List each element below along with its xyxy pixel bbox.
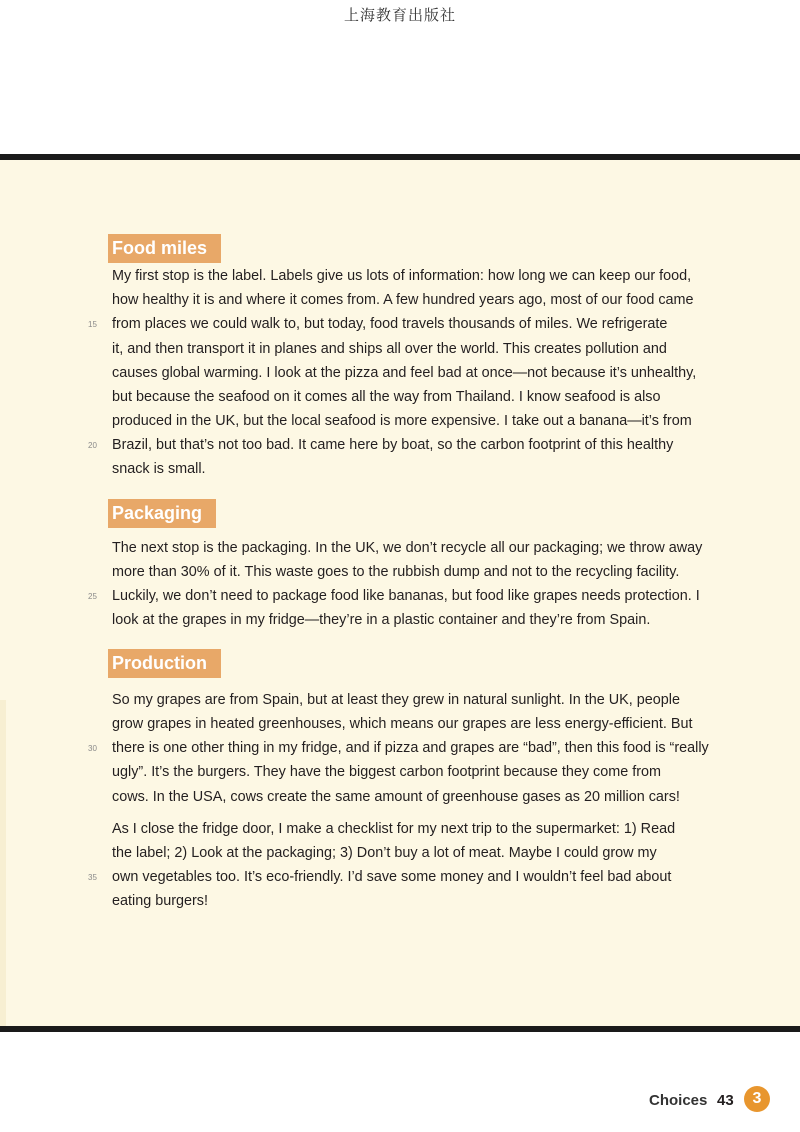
text-line: there is one other thing in my fridge, and if pizza and grapes are “bad”, then this food is “really [112, 740, 709, 756]
text-line: Brazil, but that’s not too bad. It came here by boat, so the carbon footprint of this healthy [112, 437, 674, 453]
text-line: eating burgers! [112, 893, 208, 909]
text-line: but because the seafood on it comes all the way from Thailand. I know seafood is also [112, 389, 661, 405]
line-number: 30 [88, 744, 97, 753]
publisher-name: 上海教育出版社 [343, 6, 456, 24]
text-line: The next stop is the packaging. In the UK, we don’t recycle all our packaging; we throw away [112, 540, 703, 556]
section-heading-packaging: Packaging [108, 499, 216, 528]
text-line: more than 30% of it. This waste goes to the rubbish dump and not to the recycling facility. [112, 564, 680, 580]
text-line: cows. In the USA, cows create the same amount of greenhouse gases as 20 million cars! [112, 789, 680, 805]
text-line: own vegetables too. It’s eco-friendly. I’d save some money and I wouldn’t feel bad about [112, 869, 672, 885]
text-line: how healthy it is and where it comes from. A few hundred years ago, most of our food came [112, 292, 694, 308]
text-line: snack is small. [112, 461, 206, 477]
line-number: 15 [88, 320, 97, 329]
text-line: look at the grapes in my fridge—they’re in a plastic container and they’re from Spain. [112, 612, 651, 628]
text-line: produced in the UK, but the local seafood is more expensive. I take out a banana—it’s from [112, 413, 692, 429]
text-line: So my grapes are from Spain, but at least they grew in natural sunlight. In the UK, people [112, 692, 680, 708]
section-heading-production: Production [108, 649, 221, 678]
text-line: it, and then transport it in planes and ships all over the world. This creates pollution and [112, 341, 667, 357]
footer-unit-title: Choices [649, 1092, 708, 1109]
panel-edge-shade [0, 700, 6, 1026]
text-line: from places we could walk to, but today, food travels thousands of miles. We refrigerate [112, 316, 668, 332]
bottom-divider-band [0, 1026, 800, 1032]
text-line: ugly”. It’s the burgers. They have the biggest carbon footprint because they come from [112, 764, 662, 780]
chapter-number-badge: 3 [744, 1086, 770, 1112]
text-line: causes global warming. I look at the pizza and feel bad at once—not because it’s unhealthy, [112, 365, 697, 381]
line-number: 20 [88, 441, 97, 450]
text-line: the label; 2) Look at the packaging; 3) Don’t buy a lot of meat. Maybe I could grow my [112, 845, 657, 861]
text-line: My first stop is the label. Labels give us lots of information: how long we can keep our food, [112, 268, 692, 284]
line-number: 25 [88, 592, 97, 601]
text-line: grow grapes in heated greenhouses, which means our grapes are less energy-efficient. But [112, 716, 693, 732]
section-heading-food-miles: Food miles [108, 234, 221, 263]
text-line: As I close the fridge door, I make a checklist for my next trip to the supermarket: 1) Read [112, 821, 676, 837]
line-number: 35 [88, 873, 97, 882]
page-number: 43 [717, 1092, 734, 1109]
text-line: Luckily, we don’t need to package food like bananas, but food like grapes needs protection. I [112, 588, 700, 604]
